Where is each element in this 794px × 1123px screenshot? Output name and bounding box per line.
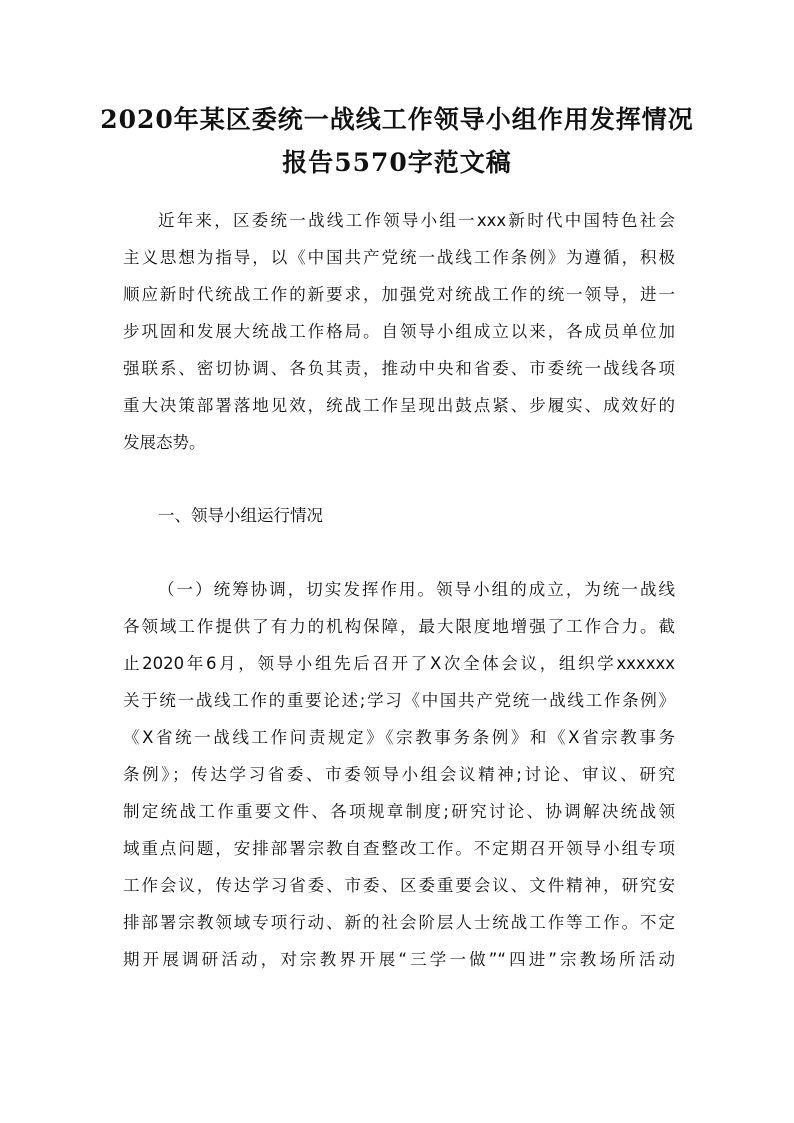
paragraph-1-line: 近年来，区委统一战线工作领导小组一xxx新时代中国特色社会 bbox=[158, 211, 675, 230]
document-title-line-1: 2020年某区委统一战线工作领导小组作用发挥情况 bbox=[100, 105, 694, 134]
paragraph-2-line: 关于统一战线工作的重要论述;学习《中国共产党统一战线工作条例》 bbox=[123, 691, 675, 710]
paragraph-1-line: 发展态势。 bbox=[123, 433, 206, 452]
paragraph-2-line: 条例》；传达学习省委、市委领导小组会议精神;讨论、审议、研究 bbox=[123, 765, 675, 784]
paragraph-2-line: 排部署宗教领域专项行动、新的社会阶层人士统战工作等工作。不定 bbox=[123, 913, 675, 932]
paragraph-2-line: 期开展调研活动，对宗教界开展“三学一做”“四进”宗教场所活动 bbox=[123, 950, 675, 969]
paragraph-1-line: 主义思想为指导，以《中国共产党统一战线工作条例》为遵循，积极 bbox=[123, 248, 675, 267]
section-heading: 一、领导小组运行情况 bbox=[158, 506, 323, 525]
paragraph-2-line: 《X省统一战线工作问责规定》《宗教事务条例》和《X省宗教事务 bbox=[123, 728, 675, 747]
paragraph-1-line: 重大决策部署落地见效，统战工作呈现出鼓点紧、步履实、成效好的 bbox=[123, 396, 675, 415]
paragraph-2-line: 止2020年6月，领导小组先后召开了X次全体会议，组织学xxxxxx bbox=[123, 654, 675, 673]
paragraph-2-line: （一）统筹协调，切实发挥作用。领导小组的成立，为统一战线 bbox=[158, 580, 675, 599]
paragraph-2-line: 制定统战工作重要文件、各项规章制度;研究讨论、协调解决统战领 bbox=[123, 802, 675, 821]
paragraph-1-line: 强联系、密切协调、各负其责，推动中央和省委、市委统一战线各项 bbox=[123, 359, 675, 378]
paragraph-1-line: 步巩固和发展大统战工作格局。自领导小组成立以来，各成员单位加 bbox=[123, 322, 675, 341]
document-title-line-2: 报告5570字范文稿 bbox=[282, 148, 512, 177]
paragraph-2-line: 工作会议，传达学习省委、市委、区委重要会议、文件精神，研究安 bbox=[123, 876, 675, 895]
paragraph-2-line: 域重点问题，安排部署宗教自查整改工作。不定期召开领导小组专项 bbox=[123, 839, 675, 858]
paragraph-2-line: 各领域工作提供了有力的机构保障，最大限度地增强了工作合力。截 bbox=[123, 617, 675, 636]
paragraph-1-line: 顺应新时代统战工作的新要求，加强党对统战工作的统一领导，进一 bbox=[123, 285, 675, 304]
